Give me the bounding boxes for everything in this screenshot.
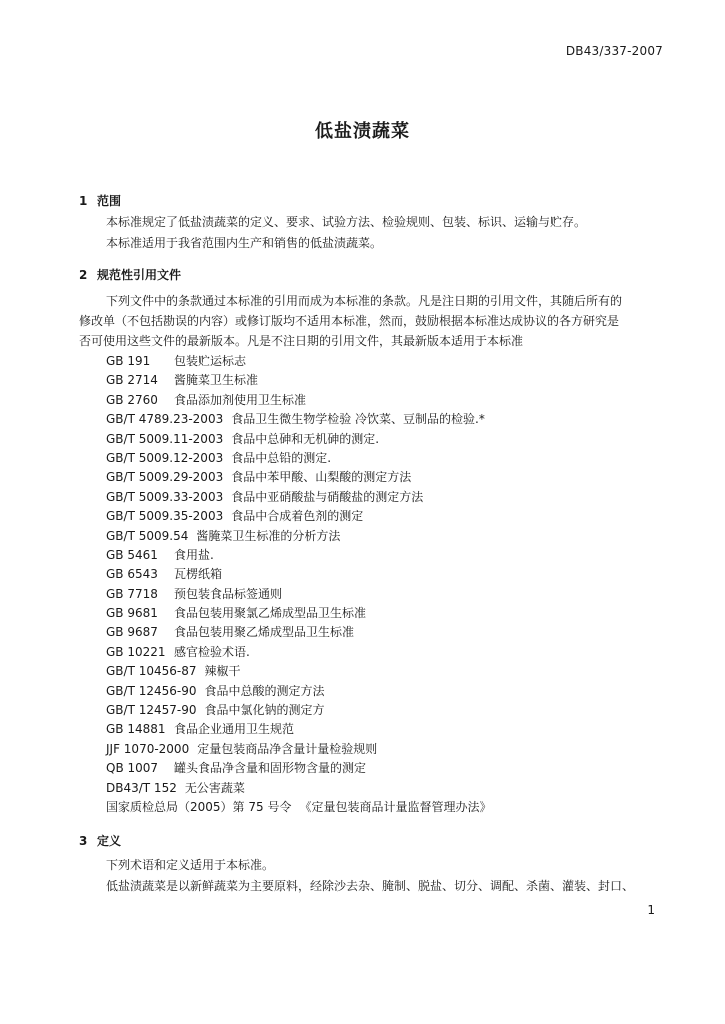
reference-title: 预包装食品标签通则	[174, 586, 283, 601]
reference-item	[106, 546, 491, 565]
reference-title: 定量包装商品净含量计量检验规则	[197, 741, 378, 756]
reference-code: GB/T 5009.12-2003	[106, 450, 224, 465]
reference-item	[106, 430, 491, 449]
reference-item	[106, 352, 491, 371]
reference-item	[106, 488, 491, 507]
reference-code: GB 14881	[106, 722, 166, 737]
standard-code: DB43/337-2007	[565, 44, 663, 58]
references-intro-line-2: 修改单（不包括勘误的内容）或修订版均不适用本标准，然而，鼓励根据本标准达成协议的各方研究是	[79, 314, 620, 328]
reference-code: GB/T 5009.54	[106, 528, 189, 543]
reference-code: GB/T 5009.33-2003	[106, 489, 224, 504]
reference-code: GB 7718	[106, 586, 158, 601]
reference-title: 食品中总酸的测定方法	[204, 683, 325, 698]
reference-code: GB/T 10456-87	[106, 664, 197, 679]
reference-code: 国家质检总局（2005）第 75 号令	[106, 799, 292, 814]
reference-title: 食品中总砷和无机砷的测定.	[231, 431, 380, 446]
reference-item	[106, 643, 491, 662]
section-3-number: 3	[79, 834, 88, 848]
reference-code: GB 2714	[106, 373, 158, 388]
reference-title: 食品中苯甲酸、山梨酸的测定方法	[231, 470, 412, 485]
section-1-number: 1	[79, 194, 88, 208]
reference-title: 食品添加剂使用卫生标准	[174, 392, 307, 407]
reference-item	[106, 410, 491, 429]
reference-item	[106, 449, 491, 468]
reference-item	[106, 779, 491, 798]
reference-title: 食品包装用聚乙烯成型品卫生标准	[174, 625, 355, 640]
reference-item	[106, 565, 491, 584]
reference-title: 食品包装用聚氯乙烯成型品卫生标准	[174, 606, 367, 621]
reference-code: GB 2760	[106, 392, 158, 407]
reference-code: DB43/T 152	[106, 780, 177, 795]
reference-item	[106, 371, 491, 390]
reference-title: 辣椒干	[204, 664, 241, 679]
reference-title: 无公害蔬菜	[184, 780, 245, 795]
reference-title: 食品中氯化钠的测定方	[204, 703, 325, 718]
reference-code: QB 1007	[106, 761, 159, 776]
reference-title: 食品中总铅的测定.	[231, 450, 332, 465]
reference-title: 食品卫生微生物学检验 冷饮菜、豆制品的检验.*	[231, 412, 485, 427]
reference-item	[106, 468, 491, 487]
section-3-heading	[79, 832, 121, 849]
reference-code: GB 191	[106, 354, 151, 368]
section-3-title: 定义	[97, 834, 122, 848]
reference-item	[106, 507, 491, 526]
section-2-title: 规范性引用文件	[97, 268, 182, 282]
reference-code: GB/T 12456-90	[106, 683, 197, 698]
page-number: 1	[647, 903, 655, 917]
reference-item	[106, 662, 491, 681]
reference-code: GB/T 4789.23-2003	[106, 412, 224, 427]
reference-item	[106, 391, 491, 410]
reference-code: GB 6543	[106, 567, 158, 582]
section-2-number: 2	[79, 268, 88, 282]
scope-line-2: 本标准适用于我省范围内生产和销售的低盐渍蔬菜。	[106, 236, 383, 250]
reference-item	[106, 585, 491, 604]
reference-code: JJF 1070-2000	[106, 741, 190, 756]
reference-code: GB/T 5009.29-2003	[106, 470, 224, 485]
reference-code: GB 5461	[106, 547, 158, 562]
reference-item	[106, 798, 491, 817]
reference-item	[106, 623, 491, 642]
reference-code: GB 9681	[106, 606, 158, 621]
references-intro-line-1: 下列文件中的条款通过本标准的引用而成为本标准的条款。凡是注日期的引用文件，其随后所有的	[106, 294, 623, 308]
reference-title: 酱腌菜卫生标准的分析方法	[196, 528, 341, 543]
reference-item	[106, 682, 491, 701]
reference-item	[106, 740, 491, 759]
reference-code: GB 10221	[106, 644, 166, 659]
reference-item	[106, 720, 491, 739]
reference-title: 包装贮运标志	[174, 354, 247, 368]
document-title: 低盐渍蔬菜	[315, 121, 410, 142]
reference-item	[106, 701, 491, 720]
section-1-heading	[79, 192, 121, 209]
reference-title: 瓦楞纸箱	[174, 567, 223, 582]
reference-title: 感官检验术语.	[174, 644, 250, 659]
reference-title: 酱腌菜卫生标准	[174, 373, 259, 388]
reference-item	[106, 759, 491, 778]
section-1-title: 范围	[97, 194, 122, 208]
reference-title: 罐头食品净含量和固形物含量的测定	[174, 761, 367, 776]
reference-code: GB/T 5009.11-2003	[106, 431, 224, 446]
reference-code: GB 9687	[106, 625, 158, 640]
reference-list	[106, 352, 491, 817]
reference-title: 《定量包装商品计量监督管理办法》	[299, 799, 492, 814]
reference-title: 食品中亚硝酸盐与硝酸盐的测定方法	[231, 489, 424, 504]
reference-code: GB/T 12457-90	[106, 703, 197, 718]
references-intro-line-3: 否可使用这些文件的最新版本。凡是不注日期的引用文件，其最新版本适用于本标准	[79, 334, 524, 348]
reference-item	[106, 604, 491, 623]
reference-title: 食品中合成着色剂的测定	[231, 509, 364, 524]
reference-item	[106, 527, 491, 546]
section-2-heading	[79, 266, 181, 283]
definitions-line-1: 下列术语和定义适用于本标准。	[106, 858, 275, 872]
definitions-line-2: 低盐渍蔬菜是以新鲜蔬菜为主要原料，经除沙去杂、腌制、脱盐、切分、调配、杀菌、灌装、封口、	[106, 879, 635, 893]
reference-title: 食品企业通用卫生规范	[174, 722, 295, 737]
reference-title: 食用盐.	[174, 547, 214, 562]
scope-line-1: 本标准规定了低盐渍蔬菜的定义、要求、试验方法、检验规则、包装、标识、运输与贮存。	[106, 215, 587, 229]
reference-code: GB/T 5009.35-2003	[106, 509, 224, 524]
